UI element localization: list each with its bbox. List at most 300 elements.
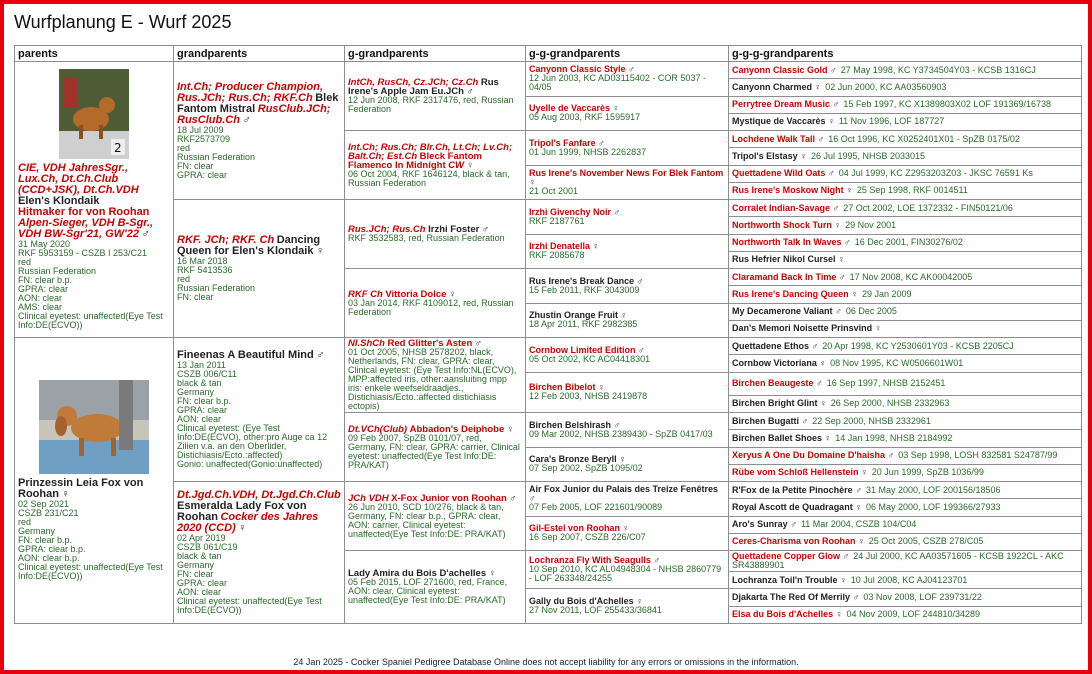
g-g-grandparent-cell <box>526 165 729 200</box>
sex-symbol: ♂ <box>801 415 809 426</box>
dog-details: 11 Nov 1996, LOF 187727 <box>838 116 945 127</box>
g-g-grandparent-cell <box>526 234 729 269</box>
dog-name-link[interactable]: Lochranza Fly With Seagulls <box>529 555 651 566</box>
dog-name-link[interactable]: Rus Irene's Moskow Night <box>732 185 844 196</box>
dog-details: 09 Feb 2007, SpZB 0101/07, red, Germany, FN: clear, GPRA: carrier, Clinical eyetest: unaffected(Eye Test Info:DE: PRA/KAT) <box>348 432 520 470</box>
sex-symbol: ♂ <box>830 64 837 75</box>
sex-symbol: ♂ <box>855 484 862 495</box>
dog-details: 11 Mar 2004, CSZB 104/C04 <box>800 519 917 530</box>
dog-details: Germany <box>18 525 56 536</box>
sex-symbol: ♀ <box>529 176 536 187</box>
dog-details: Clinical eyetest: unaffected(Eye Test Info:DE(ECVO)) <box>177 595 322 615</box>
dog-name-link[interactable]: Gally du Bois d'Achelles <box>529 596 634 606</box>
pedigree-row <box>15 200 1082 217</box>
dog-name-link[interactable]: Birchen Beaugeste <box>732 378 814 389</box>
g-g-g-grandparent-cell <box>729 430 1082 447</box>
dog-details: red <box>177 142 191 153</box>
sex-symbol: ♀ <box>592 241 600 252</box>
dog-name-link[interactable]: Lady Amira du Bois D'achelles <box>348 567 487 579</box>
dog-details: 16 Mar 2018 <box>177 256 228 266</box>
g-g-g-grandparent-cell <box>729 165 1082 182</box>
dog-name-link[interactable]: Northworth Talk In Waves <box>732 237 842 248</box>
svg-text:2: 2 <box>114 141 122 155</box>
dog-details: GPRA: clear <box>18 284 69 294</box>
sex-symbol: ♀ <box>840 574 847 585</box>
dog-details: 05 Aug 2003, RKF 1595917 <box>529 112 641 123</box>
dog-name-link[interactable]: Northworth Shock Turn <box>732 219 832 230</box>
sex-symbol: ♀ <box>448 288 457 300</box>
g-g-g-grandparent-cell <box>729 79 1082 96</box>
dog-name-link[interactable]: Birchen Belshirash <box>529 419 612 430</box>
dog-details: FN: clear <box>177 160 214 171</box>
sex-symbol: ♂ <box>613 419 621 430</box>
sex-symbol: ♀ <box>316 245 325 257</box>
dog-name-link[interactable]: Rus Irene's Apple Jam Eu.JCh <box>348 77 499 97</box>
g-g-g-grandparent-cell <box>729 551 1082 572</box>
sex-symbol: ♂ <box>832 202 840 213</box>
dog-titles: NI.ShCh <box>348 338 385 349</box>
g-g-grandparent-cell <box>526 447 729 482</box>
dog-photo[interactable] <box>59 69 129 159</box>
dog-details: RKF 5413536 <box>177 265 233 275</box>
dog-details: Russian Federation <box>177 283 256 293</box>
dog-details: Germany <box>177 559 215 570</box>
dog-details: 13 Jan 2011 <box>177 360 226 370</box>
dog-details: 31 May 2020 <box>18 239 71 249</box>
pedigree-body <box>15 62 1082 624</box>
dog-name-link[interactable]: Cornbow Limited Edition <box>529 344 636 355</box>
sex-symbol: ♂ <box>832 99 840 110</box>
dog-name-link[interactable]: Perrytree Dream Music <box>732 99 831 110</box>
dog-details: 06 Dec 2005 <box>845 306 897 317</box>
dog-name-link[interactable]: Tripol's Elstasy <box>732 150 798 161</box>
g-g-g-grandparent-cell <box>729 182 1082 199</box>
dog-details: 27 May 1998, KC Y3734504Y03 - KCSB 1316CJ <box>840 64 1036 75</box>
dog-photo[interactable] <box>39 380 149 474</box>
dog-name-link[interactable]: Quettadene Ethos <box>732 340 810 351</box>
dog-name-link[interactable]: Rus Irene's November News For Blek Fantom <box>529 167 724 178</box>
dog-details: 12 Feb 2003, NHSB 2419878 <box>529 391 648 402</box>
dog-details: 12 Jun 2008, RKF 2317476, red, Russian Federation <box>348 95 514 114</box>
dog-name-link[interactable]: Cornbow Victoriana <box>732 357 817 368</box>
g-g-g-grandparent-cell <box>729 148 1082 165</box>
dog-details: 03 Jan 2014, RKF 4109012, red, Russian Federation <box>348 297 514 317</box>
dog-name-link[interactable]: Zhustin Orange Fruit <box>529 310 618 321</box>
dog-details: 29 Nov 2001 <box>845 219 897 230</box>
g-g-g-grandparent-cell <box>729 62 1082 79</box>
dog-name-link[interactable]: Rübe vom Schloß Hellenstein <box>732 467 859 478</box>
dog-name-link[interactable]: Irzhi Denatella <box>529 241 591 252</box>
sex-symbol: ♀ <box>506 423 514 435</box>
dog-details: 04 Jul 1999, KC Z2953203Z03 - JKSC 76591 Ks <box>838 168 1033 179</box>
g-grandparent-cell <box>345 482 526 551</box>
dog-details: red <box>18 257 32 267</box>
g-g-g-grandparent-cell <box>729 589 1082 606</box>
dog-details: 03 Nov 2008, LOF 239731/22 <box>863 591 982 602</box>
dog-name-link[interactable]: Lochranza Toil'n Trouble <box>732 574 838 585</box>
dog-details: Russian Federation <box>177 151 256 162</box>
dog-name-link[interactable]: Canyonn Classic Gold <box>732 64 828 75</box>
parent-cell <box>15 62 174 338</box>
dog-details: 09 Mar 2002, NHSB 2389430 - SpZB 0417/03 <box>529 428 713 439</box>
dog-name-link[interactable]: My Decamerone Valiant <box>732 306 833 317</box>
dog-details: Clinical eyetest: (Eye Test Info:DE(ECVO), other:pro Auge ca 12 Zilien v.a. an den Oberlider, Distichiasis/Ecto.:affected) <box>177 423 328 460</box>
parent-cell <box>15 338 174 624</box>
sex-symbol: ♀ <box>612 103 620 114</box>
grandparent-cell <box>174 200 345 338</box>
dog-details: 06 Oct 2004, RKF 1646124, black & tan, Russian Federation <box>348 168 510 188</box>
disclaimer-footer: 24 Jan 2025 - Cocker Spaniel Pedigree Database Online does not accept liability for any errors or omissions in the information. <box>293 657 799 667</box>
dog-details: 20 Jun 1999, SpZB 1036/99 <box>871 467 984 478</box>
dog-details: 02 Sep 2021 <box>18 498 70 509</box>
dog-details: FN: clear b.p. <box>177 396 232 406</box>
sex-symbol: ♂ <box>844 237 851 248</box>
dog-details: red <box>177 274 191 284</box>
dog-details: 16 Oct 1996, KC X0252401X01 - SpZB 0175/02 <box>828 133 1020 144</box>
sex-symbol: ♀ <box>824 432 832 443</box>
dog-name-link[interactable]: Canyonn Classic Style <box>529 64 626 75</box>
dog-details: AON: clear <box>177 414 222 424</box>
dog-name-link[interactable]: Birchen Bibelot <box>529 382 596 393</box>
dog-name-link[interactable]: Quettadene Wild Oats <box>732 168 826 179</box>
g-g-g-grandparent-cell <box>729 395 1082 412</box>
sex-symbol: ♀ <box>598 382 605 393</box>
dog-details: GPRA: clear <box>177 405 228 415</box>
dog-details: FN: clear <box>177 568 214 579</box>
sex-symbol: ♀ <box>619 454 626 465</box>
dog-details: 18 Jul 2009 <box>177 124 224 135</box>
dog-titles: Dt.VCh(Club) <box>348 423 408 435</box>
dog-name-link[interactable]: Mystique de Vaccarès <box>732 116 826 127</box>
sex-symbol: ♂ <box>598 137 605 148</box>
dog-details: 20 Apr 1998, KC Y2530601Y03 - KCSB 2205CJ <box>822 340 1014 351</box>
dog-name-link[interactable]: Prinzessin Leia Fox von Roohan <box>18 476 144 500</box>
dog-details: black & tan <box>177 550 222 561</box>
dog-details: 16 Sep 1997, NHSB 2152451 <box>826 378 946 389</box>
sex-symbol: ♀ <box>488 567 496 579</box>
sex-symbol: ♀ <box>858 536 865 547</box>
dog-name-link[interactable]: Gil-Estel von Roohan <box>529 523 621 534</box>
dog-name-link[interactable]: Air Fox Junior du Palais des Treize Fenêtres <box>529 484 719 495</box>
dog-name-link[interactable]: Claramand Back In Time <box>732 271 837 282</box>
sex-symbol: ♂ <box>242 113 251 126</box>
dog-name-link[interactable]: Ceres-Charisma von Roohan <box>732 536 856 547</box>
sex-symbol: ♀ <box>846 185 853 196</box>
g-g-g-grandparent-cell <box>729 572 1082 589</box>
dog-details: 02 Apr 2019 <box>177 532 226 543</box>
grandparent-cell <box>174 62 345 200</box>
dog-details: CSZB 061/C19 <box>177 541 238 552</box>
sex-symbol: ♂ <box>481 224 489 235</box>
sex-symbol: ♀ <box>636 596 643 606</box>
dog-name-link[interactable]: Lochdene Walk Tall <box>732 133 816 144</box>
sex-symbol: ♂ <box>842 551 850 561</box>
sex-symbol: ♀ <box>861 467 868 478</box>
dog-name-link[interactable]: Birchen Bright Glint <box>732 398 818 409</box>
sex-symbol: ♂ <box>613 206 621 217</box>
grandparent-cell <box>174 482 345 624</box>
sex-symbol: ♀ <box>466 159 474 171</box>
g-g-g-grandparent-cell <box>729 320 1082 337</box>
g-g-grandparent-cell <box>526 372 729 413</box>
g-g-g-grandparent-cell <box>729 200 1082 217</box>
dog-details: 05 Oct 2002, KC AC04418301 <box>529 353 651 364</box>
g-g-grandparent-cell <box>526 516 729 551</box>
sex-symbol: ♂ <box>852 591 860 602</box>
dog-titles: Rus.JCh; Rus.Ch <box>348 224 426 235</box>
dog-details: AON: clear b.p. <box>18 552 80 563</box>
g-g-grandparent-cell <box>526 413 729 448</box>
dog-details: AON: clear <box>18 293 63 303</box>
g-grandparent-cell <box>345 413 526 482</box>
g-g-g-grandparent-cell <box>729 499 1082 516</box>
dog-details: 16 Dec 2001, FIN30276/02 <box>854 237 963 248</box>
dog-name-link[interactable]: Rus Irene's Break Dance <box>529 275 635 286</box>
dog-details: 15 Feb 1997, KC X1389803X02 LOF 191369/16738 <box>843 99 1051 110</box>
dog-details: 22 Sep 2000, NHSB 2332961 <box>812 415 931 426</box>
dog-details: FN: clear b.p. <box>18 534 73 545</box>
grandparent-cell <box>174 338 345 482</box>
dog-name-link[interactable]: Dan's Memori Noisette Prinsvind <box>732 323 873 334</box>
sex-symbol: ♀ <box>800 150 807 161</box>
dog-details: AON: clear <box>177 586 222 597</box>
dog-details: RKF 2187761 <box>529 215 585 226</box>
dog-details: 26 Jun 2010, SCD 10/276, black & tan, Germany, FN: clear b.p., GPRA: clear, AON: carrier, Clinical eyetest: unaffected(Eye Test Info:DE: PRA/KAT) <box>348 501 506 539</box>
dog-name-link[interactable]: Irzhi Givenchy Noir <box>529 206 612 217</box>
dog-name-link[interactable]: Elsa du Bois d'Achelles <box>732 609 834 620</box>
dog-titles: Alpen-Sieger, VDH B-Sgr., VDH BW-Sgr'21, GW'22 <box>18 217 154 240</box>
dog-name-link[interactable]: Royal Ascott de Quadragant <box>732 501 853 512</box>
sex-symbol: ♂ <box>529 493 536 504</box>
sex-symbol: ♂ <box>838 271 846 282</box>
sex-symbol: ♀ <box>820 398 827 409</box>
dog-details: 15 Feb 2011, RKF 3043009 <box>529 284 640 295</box>
dog-details: 14 Jan 1998, NHSB 2184992 <box>835 432 953 443</box>
dog-details: 07 Feb 2005, LOF 221601/90089 <box>529 502 663 513</box>
g-g-g-grandparent-cell <box>729 286 1082 303</box>
dog-details: RKF 5953159 - CSZB I 253/C21 <box>18 248 148 258</box>
dog-details: Germany <box>177 387 215 397</box>
dog-details: 03 Sep 1998, LOSH 832581 S24787/99 <box>898 450 1058 461</box>
sex-symbol: ♂ <box>638 344 645 355</box>
g-g-g-grandparent-cell <box>729 533 1082 550</box>
sex-symbol: ♂ <box>316 349 325 361</box>
dog-details: 12 Jun 2003, KC AD03115402 - COR 5037 - 04/05 <box>529 73 706 93</box>
dog-titles: Dt.Jgd.Ch.VDH, Dt.Jgd.Ch.Club <box>177 488 341 501</box>
g-g-g-grandparent-cell <box>729 606 1082 623</box>
dog-name-link[interactable]: Red Glitter's Asten <box>387 338 473 349</box>
dog-details: AMS: clear <box>18 302 63 312</box>
dog-titles: RKF. JCh; RKF. Ch <box>177 234 275 246</box>
dog-titles: RusClub.JCh; RusClub.Ch <box>177 102 331 126</box>
g-g-g-grandparent-cell <box>729 355 1082 372</box>
dog-name-link[interactable]: Corralet Indian-Savage <box>732 202 831 213</box>
g-g-grandparent-cell <box>526 62 729 97</box>
dog-details: Clinical eyetest: unaffected(Eye Test Info:DE(ECVO)) <box>18 311 163 330</box>
sex-symbol: ♂ <box>474 338 482 349</box>
dog-details: CSZB 231/C21 <box>18 507 79 518</box>
dog-name-link[interactable]: Quettadene Copper Glow <box>732 551 841 561</box>
dog-details: 01 Jun 1999, NHSB 2262837 <box>529 146 647 157</box>
dog-name-link[interactable]: Elen's Klondaik <box>18 195 100 207</box>
dog-titles: JCh VDH <box>348 492 389 504</box>
g-g-grandparent-cell <box>526 589 729 624</box>
dog-name-link[interactable]: Canyonn Charmed <box>732 81 813 92</box>
header-g-g-g-grandparents: g-g-g-grandparents <box>729 46 1082 62</box>
g-g-g-grandparent-cell <box>729 447 1082 464</box>
g-g-g-grandparent-cell <box>729 113 1082 130</box>
sex-symbol: ♀ <box>874 323 882 334</box>
sex-symbol: ♀ <box>855 501 862 512</box>
dog-name-link[interactable]: Blek Fantom Mistral <box>177 91 339 115</box>
dog-titles: Hitmaker for von Roohan <box>18 206 150 218</box>
sex-symbol: ♀ <box>819 357 827 368</box>
g-g-g-grandparent-cell <box>729 413 1082 430</box>
sex-symbol: ♂ <box>816 378 823 389</box>
dog-details: CSZB 006/C11 <box>177 369 237 379</box>
sex-symbol: ♀ <box>834 219 842 230</box>
dog-name-link[interactable]: Irzhi Foster <box>428 224 480 235</box>
dog-name-link[interactable]: Rus Hefrier Nikol Cursel <box>732 254 836 265</box>
dog-details: FN: clear b.p. <box>18 275 73 285</box>
dog-titles: Cocker des Jahres 2020 (CCD) <box>177 510 319 534</box>
header-row <box>15 46 1082 62</box>
dog-details: 10 Sep 2010, KC AL04948304 - NHSB 2860779 - LOF 263348/24255 <box>529 564 722 584</box>
dog-details: 26 Jul 1995, NHSB 2033015 <box>810 150 926 161</box>
g-g-grandparent-cell <box>526 482 729 517</box>
dog-details: 17 Nov 2008, KC AK00042005 <box>849 271 973 282</box>
dog-details: RKF 2085678 <box>529 250 585 261</box>
dog-details: 29 Jan 2009 <box>861 288 912 299</box>
dog-details: FN: clear <box>177 292 214 302</box>
dog-details: 04 Nov 2009, LOF 244810/34289 <box>846 609 981 620</box>
dog-titles: IntCh, RusCh, Cz.JCh; Cz.Ch <box>348 77 479 88</box>
g-g-g-grandparent-cell <box>729 516 1082 533</box>
sex-symbol: ♀ <box>838 254 845 265</box>
pedigree-row <box>15 482 1082 499</box>
g-grandparent-cell <box>345 62 526 131</box>
g-g-grandparent-cell <box>526 303 729 338</box>
pedigree-row <box>15 338 1082 355</box>
dog-name-link[interactable]: Aro's Sunray <box>732 519 788 530</box>
dog-details: Gonio: unaffected(Gonio:unaffected) <box>177 459 323 469</box>
dog-details: 06 May 2000, LOF 199366/27933 <box>865 501 1001 512</box>
sex-symbol: ♂ <box>827 168 835 179</box>
dog-details: 25 Sep 1998, RKF 0014511 <box>856 185 968 196</box>
dog-name-link[interactable]: Fineenas A Beautiful Mind <box>177 349 314 361</box>
g-g-g-grandparent-cell <box>729 234 1082 251</box>
sex-symbol: ♂ <box>628 64 635 75</box>
dog-name-link[interactable]: Birchen Ballet Shoes <box>732 432 823 443</box>
dog-name-link[interactable]: Esmeralda Lady Fox von Roohan <box>177 499 307 523</box>
dog-details: Russian Federation <box>18 266 97 276</box>
sex-symbol: ♀ <box>238 521 247 534</box>
g-g-g-grandparent-cell <box>729 96 1082 113</box>
dog-details: 01 Oct 2005, NHSB 2578202, black, Netherlands, FN: clear, GPRA: clear, Clinical eyetest: (Eye Test Info:NL(ECVO), MPP:affected iris, other:aansluiting mpp iris: enkele weefseldraadjes., Distichiasis/Ecto.:affected distichiasis ectopis) <box>348 347 517 411</box>
sex-symbol: ♂ <box>835 306 842 317</box>
dog-titles: RKF Ch <box>348 288 383 300</box>
g-g-g-grandparent-cell <box>729 482 1082 499</box>
sex-symbol: ♂ <box>653 555 661 566</box>
dog-details: RKF2573709 <box>177 133 231 144</box>
sex-symbol: ♀ <box>620 310 628 321</box>
dog-name-link[interactable]: Birchen Bugatti <box>732 415 800 426</box>
g-g-g-grandparent-cell <box>729 303 1082 320</box>
dog-details: red <box>18 516 32 527</box>
dog-details: 08 Nov 1995, KC W0506601W01 <box>830 357 964 368</box>
dog-details: 21 Oct 2001 <box>529 185 579 196</box>
dog-details: RKF 3532583, red, Russian Federation <box>348 233 505 243</box>
dog-name-link[interactable]: Tripol's Fanfare <box>529 137 596 148</box>
dog-name-link[interactable]: Uyelle de Vaccarès <box>529 103 611 114</box>
dog-details: 27 Oct 2002, LOE 1372332 - FIN50121/06 <box>843 202 1013 213</box>
pedigree-row <box>15 62 1082 79</box>
dog-name-link[interactable]: Bleck Fantom Flamenco In Midnight <box>348 150 482 171</box>
g-g-g-grandparent-cell <box>729 251 1082 268</box>
dog-details: 02 Jun 2000, KC AA03560903 <box>825 81 947 92</box>
g-g-g-grandparent-cell <box>729 217 1082 234</box>
sex-symbol: ♂ <box>790 519 797 530</box>
dog-details: Clinical eyetest: unaffected(Eye Test Info:DE(ECVO)) <box>18 561 163 581</box>
dog-name-link[interactable]: Vittoria Dolce <box>385 288 447 300</box>
dog-titles: Int.Ch; Rus.Ch; Blr.Ch, Lt.Ch; Lv.Ch; Balt.Ch; Est.Ch <box>348 141 513 162</box>
dog-details: 25 Oct 2005, CSZB 278/C05 <box>868 536 984 547</box>
dog-name-link[interactable]: Rus Irene's Dancing Queen <box>732 288 849 299</box>
dog-name-link[interactable]: Dancing Queen for Elen's Klondaik <box>177 234 321 257</box>
dog-details: 18 Apr 2011, RKF 2982385 <box>529 319 638 330</box>
dog-name-link[interactable]: Xeryus A One Du Domaine D'haisha <box>732 450 886 461</box>
dog-details: 10 Jul 2008, KC AJ04123701 <box>850 574 968 585</box>
sex-symbol: ♂ <box>887 450 895 461</box>
dog-details: 27 Nov 2011, LOF 255433/36841 <box>529 605 662 615</box>
dog-details: 26 Sep 2000, NHSB 2332963 <box>830 398 950 409</box>
pedigree-table <box>14 45 1082 624</box>
dog-titles: CIE, VDH JahresSgr., Lux.Ch, Dt.Ch.Club (CCD+JSK), Dt.Ch.VDH <box>18 162 139 196</box>
g-g-grandparent-cell <box>526 131 729 166</box>
dog-details: 07 Sep 2002, SpZB 1095/02 <box>529 463 643 474</box>
dog-name-link[interactable]: R'Fox de la Petite Pinochère <box>732 484 853 495</box>
dog-name-link[interactable]: Cara's Bronze Beryll <box>529 454 617 465</box>
dog-titles: Int.Ch; Producer Champion, Rus.JCh; Rus.Ch; RKF.Ch <box>177 80 324 104</box>
header-g-grandparents: g-grandparents <box>345 46 526 62</box>
g-grandparent-cell <box>345 200 526 269</box>
sex-symbol: ♀ <box>835 609 843 620</box>
g-g-grandparent-cell <box>526 200 729 235</box>
dog-details: black & tan <box>177 378 222 388</box>
dog-details: GPRA: clear <box>177 169 228 180</box>
sex-symbol: ♂ <box>636 275 644 286</box>
g-g-g-grandparent-cell <box>729 464 1082 481</box>
header-g-g-grandparents: g-g-grandparents <box>526 46 729 62</box>
g-grandparent-cell <box>345 551 526 624</box>
page-title: Wurfplanung E - Wurf 2025 <box>14 12 232 32</box>
dog-details: 24 Jul 2000, KC AA03571605 - KCSB 1922CL - AKC SR43889901 <box>732 551 1064 570</box>
dog-name-link[interactable]: Abbadon's Deiphobe <box>409 423 505 435</box>
sex-symbol: ♂ <box>817 133 825 144</box>
header-grandparents: grandparents <box>174 46 345 62</box>
sex-symbol: ♀ <box>622 523 630 534</box>
g-g-grandparent-cell <box>526 96 729 131</box>
dog-details: GPRA: clear b.p. <box>18 543 86 554</box>
g-g-g-grandparent-cell <box>729 269 1082 286</box>
dog-name-link[interactable]: Djakarta The Red Of Merrily <box>732 591 851 602</box>
g-g-g-grandparent-cell <box>729 338 1082 355</box>
sex-symbol: ♀ <box>828 116 835 127</box>
dog-name-link[interactable]: X-Fox Junior von Roohan <box>391 492 507 504</box>
g-g-grandparent-cell <box>526 269 729 304</box>
g-grandparent-cell <box>345 131 526 200</box>
dog-details: GPRA: clear <box>177 577 228 588</box>
